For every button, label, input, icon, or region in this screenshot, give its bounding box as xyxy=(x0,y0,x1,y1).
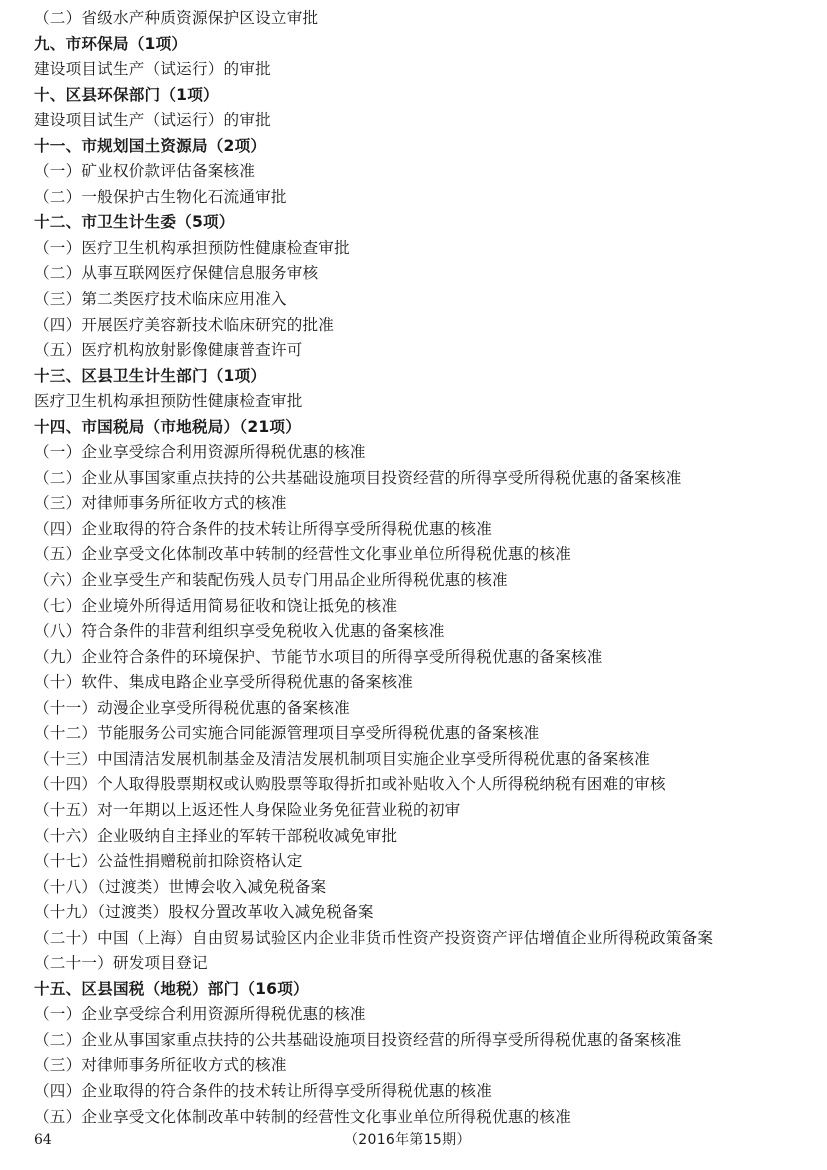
issue-label: （2016年第15期） xyxy=(344,1132,471,1148)
list-item: （一）矿业权价款评估备案核准 xyxy=(34,162,256,181)
list-item: （十一）动漫企业享受所得税优惠的备案核准 xyxy=(34,698,350,717)
list-item: （十七）公益性捐赠税前扣除资格认定 xyxy=(34,852,303,871)
section-heading: 九、市环保局（1项） xyxy=(34,34,188,53)
list-item: （十三）中国清洁发展机制基金及清洁发展机制项目实施企业享受所得税优惠的备案核准 xyxy=(34,749,650,768)
section-heading: 十、区县环保部门（1项） xyxy=(34,85,219,104)
section-heading: 十四、市国税局（市地税局）（21项） xyxy=(34,417,302,436)
list-item: （五）医疗机构放射影像健康普查许可 xyxy=(34,341,303,360)
list-item: （四）企业取得的符合条件的技术转让所得享受所得税优惠的核准 xyxy=(34,519,493,538)
list-item: （四）开展医疗美容新技术临床研究的批准 xyxy=(34,315,335,334)
list-item: （一）医疗卫生机构承担预防性健康检查审批 xyxy=(34,238,350,257)
list-item: （十九）（过渡类）股权分置改革收入减免税备案 xyxy=(34,903,374,922)
list-item: （十八）（过渡类）世博会收入减免税备案 xyxy=(34,877,327,896)
section-heading: 十一、市规划国土资源局（2项） xyxy=(34,136,267,155)
list-item: （三）对律师事务所征收方式的核准 xyxy=(34,1056,287,1075)
list-item: （二十一）研发项目登记 xyxy=(34,954,208,973)
list-item: 建设项目试生产（试运行）的审批 xyxy=(34,111,271,130)
list-item: （五）企业享受文化体制改革中转制的经营性文化事业单位所得税优惠的核准 xyxy=(34,1107,571,1126)
list-item: 医疗卫生机构承担预防性健康检查审批 xyxy=(34,392,303,411)
list-item: （二十）中国（上海）自由贸易试验区内企业非货币性资产投资资产评估增值企业所得税政策备案 xyxy=(34,928,714,947)
list-item: （六）企业享受生产和装配伤残人员专门用品企业所得税优惠的核准 xyxy=(34,571,508,590)
page-number: 64 xyxy=(34,1132,52,1148)
list-item: （五）企业享受文化体制改革中转制的经营性文化事业单位所得税优惠的核准 xyxy=(34,545,571,564)
list-item: （二）从事互联网医疗保健信息服务审核 xyxy=(34,264,319,283)
list-item: （一）企业享受综合利用资源所得税优惠的核准 xyxy=(34,1005,366,1024)
list-item: （四）企业取得的符合条件的技术转让所得享受所得税优惠的核准 xyxy=(34,1081,493,1100)
document-body xyxy=(34,6,824,1130)
list-item: （九）企业符合条件的环境保护、节能节水项目的所得享受所得税优惠的备案核准 xyxy=(34,647,603,666)
list-item: （八）符合条件的非营利组织享受免税收入优惠的备案核准 xyxy=(34,622,445,641)
list-item: （三）对律师事务所征收方式的核准 xyxy=(34,494,287,513)
list-item: （二）企业从事国家重点扶持的公共基础设施项目投资经营的所得享受所得税优惠的备案核准 xyxy=(34,468,682,487)
section-heading: 十二、市卫生计生委（5项） xyxy=(34,213,235,232)
list-item: （十二）节能服务公司实施合同能源管理项目享受所得税优惠的备案核准 xyxy=(34,724,540,743)
list-item: 建设项目试生产（试运行）的审批 xyxy=(34,60,271,79)
list-item: （十四）个人取得股票期权或认购股票等取得折扣或补贴收入个人所得税纳税有困难的审核 xyxy=(34,775,666,794)
list-item: （十五）对一年期以上返还性人身保险业务免征营业税的初审 xyxy=(34,800,461,819)
list-item: （二）企业从事国家重点扶持的公共基础设施项目投资经营的所得享受所得税优惠的备案核准 xyxy=(34,1030,682,1049)
list-item: （十）软件、集成电路企业享受所得税优惠的备案核准 xyxy=(34,673,414,692)
list-item: （一）企业享受综合利用资源所得税优惠的核准 xyxy=(34,443,366,462)
list-item: （二）一般保护古生物化石流通审批 xyxy=(34,187,287,206)
list-item: （十六）企业吸纳自主择业的军转干部税收减免审批 xyxy=(34,826,398,845)
list-item: （二）省级水产种质资源保护区设立审批 xyxy=(34,9,319,27)
list-item: （七）企业境外所得适用简易征收和饶让抵免的核准 xyxy=(34,596,398,615)
list-item: （三）第二类医疗技术临床应用准入 xyxy=(34,290,287,309)
section-heading: 十五、区县国税（地税）部门（16项） xyxy=(34,979,309,998)
section-heading: 十三、区县卫生计生部门（1项） xyxy=(34,366,267,385)
